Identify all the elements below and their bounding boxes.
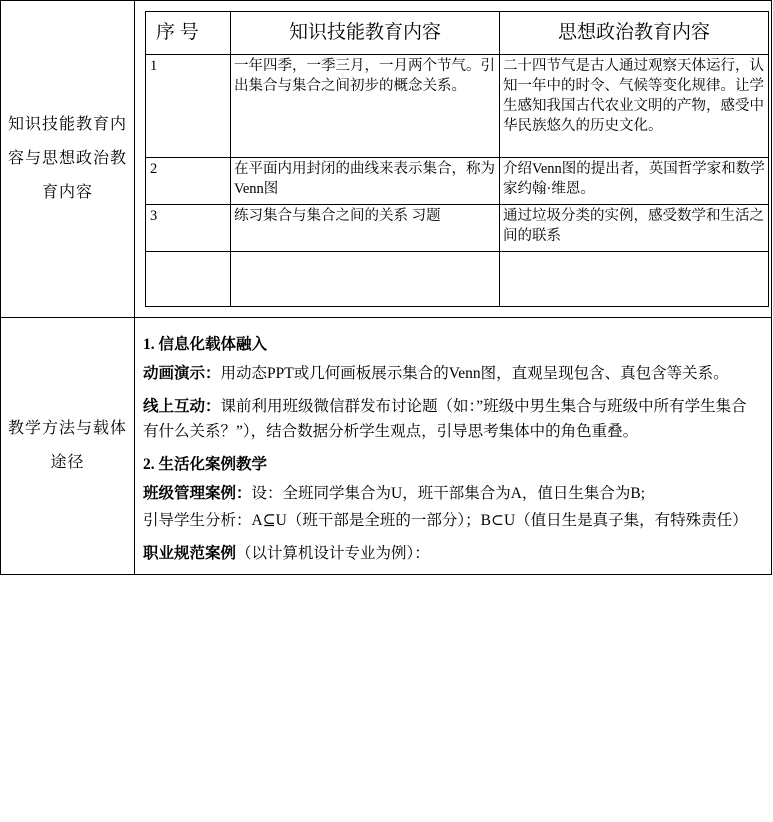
header-skill: 知识技能教育内容: [231, 12, 500, 55]
table-header-row: [146, 12, 769, 55]
row-skill: 一年四季，一季三月，一月两个节气。引出集合与集合之间初步的概念关系。: [231, 55, 500, 158]
row-ideology: 通过垃圾分类的实例，感受数学和生活之间的联系: [500, 205, 769, 252]
table-row: [146, 55, 769, 158]
row-no: 1: [146, 55, 231, 158]
row-skill: [231, 252, 500, 307]
row-skill: 在平面内用封闭的曲线来表示集合，称为Venn图: [231, 158, 500, 205]
knowledge-section-label: 知识技能教育内容与思想政治教育内容: [1, 1, 135, 318]
methods-item-4-title: 职业规范案例: [143, 545, 237, 562]
table-row: [146, 205, 769, 252]
methods-item-3: [143, 481, 757, 506]
row-skill: 练习集合与集合之间的关系 习题: [231, 205, 500, 252]
row-ideology: [500, 252, 769, 307]
methods-item-2-title: 线上互动：: [143, 398, 221, 415]
methods-item-1: [143, 361, 757, 386]
methods-item-1-title: 动画演示：: [143, 365, 221, 382]
methods-heading-2: 2. 生活化案例教学: [143, 456, 268, 473]
methods-item-3-line2: 引导学生分析：A⊆U（班干部是全班的一部分）；B⊂U（值日生是真子集，有特殊责任）: [143, 512, 748, 529]
header-no: 序 号: [146, 12, 231, 55]
header-ideology: 思想政治教育内容: [500, 12, 769, 55]
methods-item-3-title: 班级管理案例：: [143, 485, 252, 502]
methods-item-4: [143, 541, 757, 566]
table-row: [146, 158, 769, 205]
methods-body: [135, 318, 771, 574]
methods-heading-1: 1. 信息化载体融入: [143, 336, 268, 353]
knowledge-table: [145, 11, 769, 307]
methods-item-2: [143, 394, 757, 444]
methods-item-2-text: 课前利用班级微信群发布讨论题（如：”班级中男生集合与班级中所有学生集合有什么关系？”），结合数据分析学生观点，引导思考集体中的角色重叠。: [143, 398, 747, 440]
methods-section-content: [135, 318, 772, 575]
row-ideology: 二十四节气是古人通过观察天体运行，认知一年中的时令、气候等变化规律。让学生感知我国古代农业文明的产物，感受中华民族悠久的历史文化。: [500, 55, 769, 158]
methods-item-1-text: 用动态PPT或几何画板展示集合的Venn图，直观呈现包含、真包含等关系。: [220, 365, 729, 382]
row-ideology: 介绍Venn图的提出者，英国哲学家和数学家约翰·维恩。: [500, 158, 769, 205]
methods-section-label: 教学方法与载体途径: [1, 318, 135, 575]
row-no: 2: [146, 158, 231, 205]
row-no: 3: [146, 205, 231, 252]
methods-item-3-text-line1: 设：全班同学集合为U，班干部集合为A，值日生集合为B;: [251, 485, 646, 502]
knowledge-section-row: [1, 1, 772, 318]
knowledge-section-content: [135, 1, 772, 318]
methods-section-row: [1, 318, 772, 575]
table-row-empty: [146, 252, 769, 307]
methods-item-4-text: （以计算机设计专业为例）：: [236, 545, 430, 562]
row-no: [146, 252, 231, 307]
